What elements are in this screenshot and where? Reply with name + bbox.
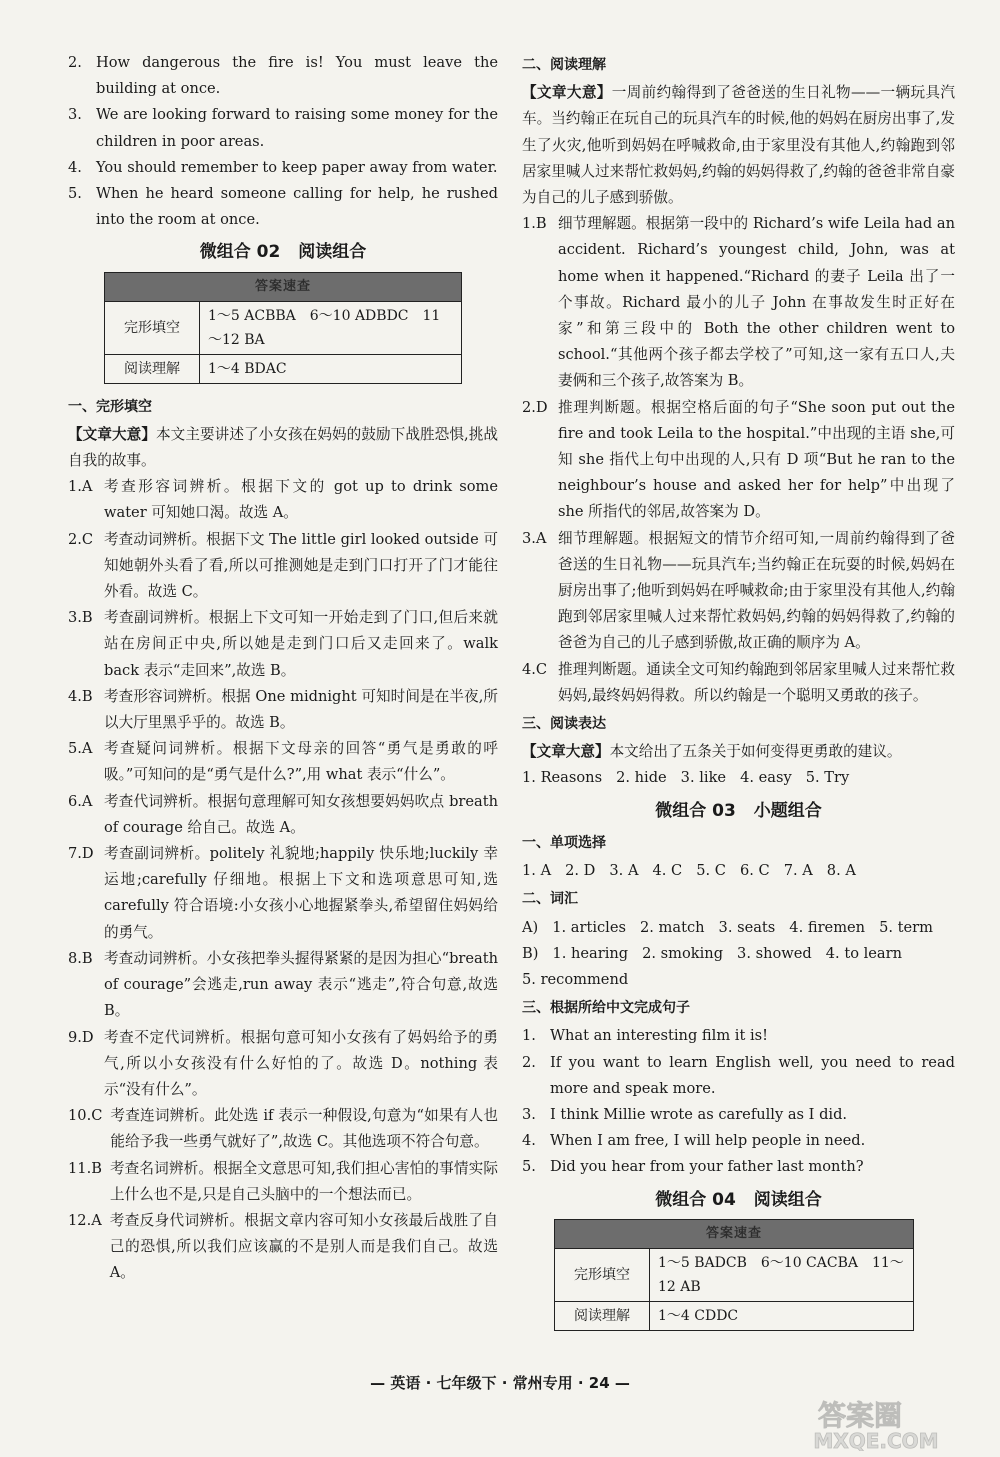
item-number: 5. bbox=[68, 185, 82, 203]
item-text: We are looking forward to raising some money for the children in poor areas. bbox=[96, 106, 498, 150]
item-text: 考查疑问词辨析。根据下文母亲的回答“勇气是勇敢的呼吸。”可知问的是“勇气是什么?”,用 what 表示“什么”。 bbox=[104, 740, 498, 784]
item-text: 考查连词辨析。此处选 if 表示一种假设,句意为“如果有人也能给予我一些勇气就好了”,故选 C。其他选项不符合句意。 bbox=[110, 1107, 498, 1151]
answer-item: 8. A bbox=[826, 862, 856, 880]
table-value-cloze: 1～5 ACBBA 6～10 ADBDC 11～12 BA bbox=[200, 301, 462, 354]
item-number: 6.A bbox=[68, 792, 93, 810]
list-item bbox=[68, 1103, 498, 1155]
item-text: Did you hear from your father last month? bbox=[550, 1158, 864, 1176]
list-item bbox=[68, 605, 498, 684]
item-number: 3. bbox=[68, 106, 82, 124]
list-item bbox=[68, 50, 498, 102]
watermark-bottom: MXQE.COM bbox=[813, 1429, 939, 1451]
item-text: 考查形容词辨析。根据 One midnight 可知时间是在半夜,所以大厅里黑乎乎的。故选 B。 bbox=[104, 687, 498, 732]
section-heading-translate: 三、根据所给中文完成句子 bbox=[522, 1000, 690, 1017]
section-heading-cloze: 一、完形填空 bbox=[68, 398, 152, 415]
vocab-answers-b: B) 1. hearing 2. smoking 3. showed 4. to learn bbox=[522, 941, 955, 967]
table-label-cloze: 完形填空 bbox=[105, 301, 200, 354]
item-number: 2. bbox=[522, 1053, 536, 1071]
item-text: 考查名词辨析。根据全文意思可知,我们担心害怕的事情实际上什么也不是,只是自己头脑中的一个想法而已。 bbox=[109, 1159, 498, 1203]
list-item bbox=[68, 841, 498, 946]
list-item bbox=[522, 1154, 955, 1180]
item-text: What an interesting film it is! bbox=[550, 1027, 768, 1045]
answer-table-02 bbox=[104, 272, 462, 384]
answer-item: 7. A bbox=[783, 862, 813, 880]
item-number: 3. bbox=[522, 1105, 536, 1123]
answer-item: 5. term bbox=[879, 918, 933, 936]
item-text: 考查动词辨析。根据下文 The little girl looked outside 可知她朝外头看了看,所以可推测她是走到门口打开了门才能往外看。故选 C。 bbox=[104, 530, 498, 601]
group-header-03: 微组合 03 小题组合 bbox=[655, 800, 822, 821]
item-text: How dangerous the fire is! You must leave the building at once. bbox=[96, 54, 498, 98]
list-item bbox=[68, 181, 498, 233]
answer-item: 5. C bbox=[696, 862, 726, 880]
table-label-reading: 阅读理解 bbox=[105, 354, 200, 383]
table-value-reading: 1～4 BDAC bbox=[200, 354, 462, 383]
item-number: 3.B bbox=[68, 609, 93, 627]
item-number: 5.A bbox=[68, 740, 93, 758]
item-number: 1.A bbox=[68, 478, 93, 496]
list-item bbox=[68, 1156, 498, 1208]
item-text: You should remember to keep paper away from water. bbox=[96, 158, 498, 176]
item-number: 4.B bbox=[68, 687, 93, 705]
answer-item: 4. firemen bbox=[789, 918, 866, 936]
answer-item: 2. D bbox=[565, 862, 596, 880]
answer-item: 1. Reasons bbox=[522, 769, 603, 787]
answer-table-04 bbox=[554, 1219, 914, 1331]
list-item bbox=[68, 684, 498, 736]
list-item bbox=[68, 789, 498, 841]
right-column bbox=[522, 50, 955, 1331]
answer-item: 3. A bbox=[609, 862, 639, 880]
item-number: 9.D bbox=[68, 1028, 94, 1046]
article-gist-cloze: 【文章大意】本文主要讲述了小女孩在妈妈的鼓励下战胜恐惧,挑战自我的故事。 bbox=[68, 425, 498, 470]
answer-item: 3. seats bbox=[718, 918, 776, 936]
table-label-cloze: 完形填空 bbox=[555, 1248, 650, 1301]
section-heading-reading: 二、阅读理解 bbox=[522, 57, 606, 73]
list-item bbox=[522, 1023, 955, 1049]
item-number: 7.D bbox=[68, 845, 94, 863]
answer-item: 3. showed bbox=[737, 944, 812, 962]
item-text: 推理判断题。根据空格后面的句子“She soon put out the fire and took Leila to the hospital.”中出现的主语 she,可知 she 指代上句中出现的人,只有 D 项“But he ran to the neighbour’s house and asked her for help”中出现了 she 所指代的邻居,故答案为 D。 bbox=[558, 398, 955, 521]
answer-item: 2. match bbox=[639, 918, 705, 936]
item-number: 12.A bbox=[68, 1211, 102, 1229]
article-gist-reading: 【文章大意】一周前约翰得到了爸爸送的生日礼物——一辆玩具汽车。当约翰正在玩自己的玩具汽车的时候,他的妈妈在厨房出事了,发生了火灾,他听到妈妈在呼喊救命,由于家里没有其他人,约翰跑到邻居家里喊人过来帮忙救妈妈,约翰的妈妈得救了,约翰的爸爸非常自豪为自己的儿子感到骄傲。 bbox=[522, 84, 955, 207]
item-number: 8.B bbox=[68, 949, 93, 967]
list-item bbox=[522, 211, 955, 394]
watermark-top: 答案圈 bbox=[817, 1399, 903, 1432]
list-item bbox=[68, 474, 498, 526]
vocab-answers-a: A) 1. articles 2. match 3. seats 4. firemen 5. term bbox=[522, 915, 955, 941]
answer-item: 2. smoking bbox=[642, 944, 724, 962]
list-item bbox=[522, 1102, 955, 1128]
answer-item: 3. like bbox=[680, 769, 727, 787]
item-number: 2.C bbox=[68, 530, 94, 548]
article-gist-expression: 【文章大意】本文给出了五条关于如何变得更勇敢的建议。 bbox=[522, 743, 902, 761]
list-item bbox=[68, 946, 498, 1025]
item-text: If you want to learn English well, you need to read more and speak more. bbox=[550, 1053, 955, 1097]
answer-item: 1. articles bbox=[552, 918, 626, 936]
item-text: 考查形容词辨析。根据下文的 got up to drink some water 可知她口渴。故选 A。 bbox=[104, 478, 498, 522]
table-value-reading: 1～4 CDDC bbox=[650, 1301, 914, 1330]
answer-item: 1. A bbox=[522, 862, 552, 880]
list-item bbox=[68, 155, 498, 181]
group-header-02: 微组合 02 阅读组合 bbox=[199, 242, 367, 263]
list-item bbox=[522, 395, 955, 526]
list-item bbox=[522, 657, 955, 709]
item-text: 细节理解题。根据短文的情节介绍可知,一周前约翰得到了爸爸送的生日礼物——玩具汽车;当约翰正在玩耍的时候,妈妈在厨房出事了;他听到妈妈在呼喊救命;由于家里没有其他人,约翰跑到邻居家里喊人过来帮忙救妈妈,约翰的妈妈得救了,约翰的爸爸为自己的儿子感到骄傲,故正确的顺序为 A。 bbox=[558, 529, 955, 652]
list-item bbox=[68, 736, 498, 788]
item-text: When he heard someone calling for help, he rushed into the room at once. bbox=[96, 185, 498, 229]
table-header: 答案速查 bbox=[105, 272, 462, 301]
list-item bbox=[68, 102, 498, 154]
item-number: 10.C bbox=[68, 1107, 103, 1125]
list-item bbox=[68, 1208, 498, 1287]
watermark-logo bbox=[760, 1395, 992, 1451]
answer-item: 6. C bbox=[739, 862, 770, 880]
list-item bbox=[522, 1128, 955, 1154]
reading-explanations bbox=[522, 211, 955, 709]
item-number: 11.B bbox=[68, 1159, 102, 1177]
table-label-reading: 阅读理解 bbox=[555, 1301, 650, 1330]
page-footer: — 英语 · 七年级下 · 常州专用 · 24 — bbox=[370, 1374, 630, 1392]
item-number: 2. bbox=[68, 54, 82, 71]
item-number: 4. bbox=[68, 158, 82, 176]
item-text: 考查代词辨析。根据句意理解可知女孩想要妈妈吹点 breath of courage 给自己。故选 A。 bbox=[104, 792, 498, 836]
item-text: 考查动词辨析。小女孩把拳头握得紧紧的是因为担心“breath of courage”会逃走,run away 表示“逃走”,符合句意,故选 B。 bbox=[104, 949, 498, 1020]
expression-answers bbox=[522, 765, 955, 791]
vocab-answer-b5: 5. recommend bbox=[522, 970, 629, 988]
item-text: I think Millie wrote as carefully as I did. bbox=[550, 1105, 848, 1123]
item-number: 2.D bbox=[522, 398, 548, 416]
answer-item: 4. easy bbox=[740, 769, 792, 787]
list-item bbox=[522, 526, 955, 657]
item-number: 1.B bbox=[522, 215, 547, 233]
item-number: 5. bbox=[522, 1158, 536, 1176]
item-text: 考查副词辨析。根据上下文可知一开始走到了门口,但后来就站在房间正中央,所以她是走到门口后又走回来了。walk back 表示“走回来”,故选 B。 bbox=[104, 609, 498, 679]
item-text: 推理判断题。通读全文可知约翰跑到邻居家里喊人过来帮忙救妈妈,最终妈妈得救。所以约翰是一个聪明又勇敢的孩子。 bbox=[558, 660, 955, 704]
list-item bbox=[522, 1050, 955, 1102]
section-heading-expression: 三、阅读表达 bbox=[522, 716, 606, 733]
item-number: 3.A bbox=[522, 529, 547, 547]
translation-answers bbox=[522, 1023, 955, 1180]
table-header: 答案速查 bbox=[555, 1219, 914, 1248]
answer-item: 1. hearing bbox=[552, 944, 629, 962]
single-choice-answers bbox=[522, 858, 955, 884]
item-number: 4. bbox=[522, 1132, 536, 1150]
item-number: 4.C bbox=[522, 660, 548, 678]
left-column bbox=[68, 50, 498, 1287]
section-heading-single-choice: 一、单项选择 bbox=[522, 834, 606, 851]
table-value-cloze: 1～5 BADCB 6～10 CACBA 11～12 AB bbox=[650, 1248, 914, 1301]
item-text: When I am free, I will help people in need. bbox=[550, 1132, 866, 1150]
answer-item: 4. to learn bbox=[825, 944, 902, 962]
group-header-04: 微组合 04 阅读组合 bbox=[655, 1189, 822, 1210]
item-text: 考查副词辨析。politely 礼貌地;happily 快乐地;luckily 幸运地;carefully 仔细地。根据上下文和选项意思可知,选 carefully 符合语境:小女孩小心地握紧拳头,希望留住妈妈给的勇气。 bbox=[104, 845, 498, 941]
item-text: 细节理解题。根据第一段中的 Richard’s wife Leila had an accident. Richard’s youngest child, John, was at home when it happened.“Richard 的妻子 Leila 出了一个事故。Richard 最小的儿子 John 在事故发生时正好在家”和第三段中的 Both the other children went to school.“其他两个孩子都去学校了”可知,这一家有五口人,夫妻俩和三个孩子,故答案为 B。 bbox=[558, 215, 955, 390]
item-number: 1. bbox=[522, 1027, 536, 1045]
left-top-items bbox=[68, 50, 498, 233]
list-item bbox=[68, 527, 498, 606]
list-item bbox=[68, 1025, 498, 1104]
section-heading-vocab: 二、词汇 bbox=[522, 891, 578, 908]
answer-item: 5. Try bbox=[805, 769, 850, 787]
cloze-explanations bbox=[68, 474, 498, 1286]
answer-item: 2. hide bbox=[616, 769, 667, 787]
answer-item: 4. C bbox=[652, 862, 683, 880]
item-text: 考查反身代词辨析。根据文章内容可知小女孩最后战胜了自己的恐惧,所以我们应该赢的不是别人而是我们自己。故选 A。 bbox=[109, 1211, 498, 1282]
item-text: 考查不定代词辨析。根据句意可知小女孩有了妈妈给予的勇气,所以小女孩没有什么好怕的了。故选 D。nothing 表示“没有什么”。 bbox=[104, 1028, 498, 1098]
